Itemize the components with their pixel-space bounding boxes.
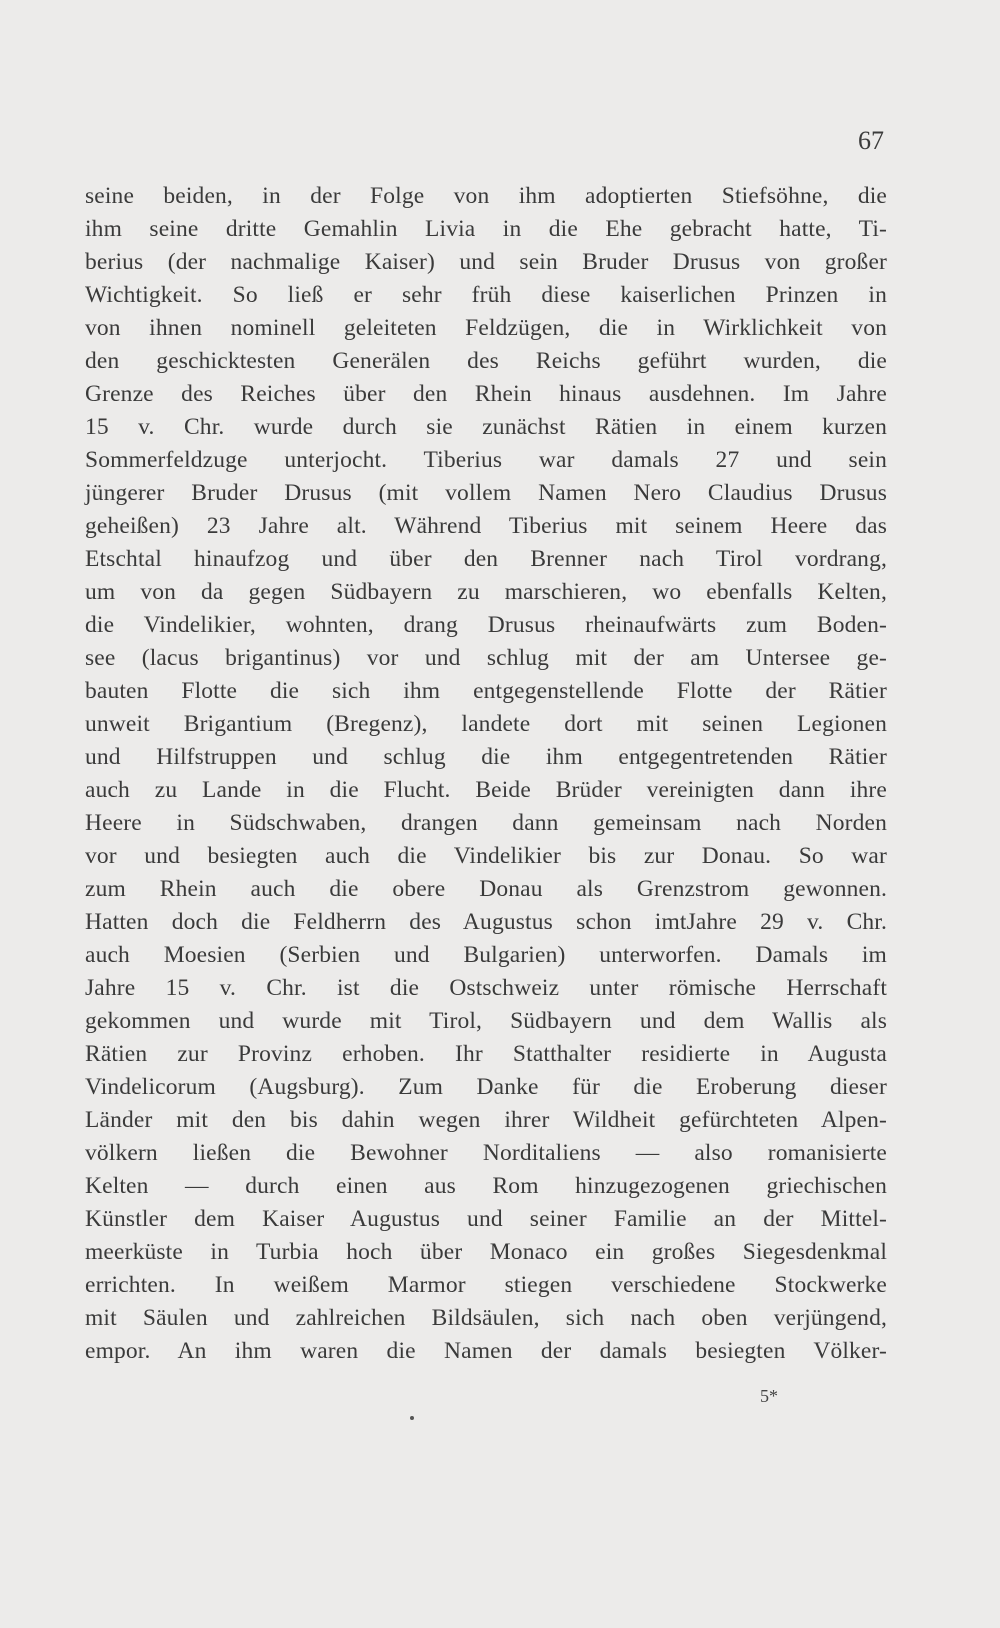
text-line: 15 v. Chr. wurde durch sie zunächst Rätien in einem kurzen [85, 414, 887, 440]
text-line: völkern ließen die Bewohner Norditaliens — also romanisierte [85, 1140, 887, 1166]
text-line: Künstler dem Kaiser Augustus und seiner Familie an der Mittel- [85, 1206, 887, 1232]
text-line: von ihnen nominell geleiteten Feldzügen, die in Wirklichkeit von [85, 315, 887, 341]
text-line: und Hilfstruppen und schlug die ihm entgegentretenden Rätier [85, 744, 887, 770]
text-line: mit Säulen und zahlreichen Bildsäulen, sich nach oben verjüngend, [85, 1305, 887, 1331]
signature-mark: 5* [760, 1386, 778, 1406]
text-line: zum Rhein auch die obere Donau als Grenzstrom gewonnen. [85, 876, 887, 902]
text-line: seine beiden, in der Folge von ihm adoptierten Stiefsöhne, die [85, 183, 887, 209]
text-line: unweit Brigantium (Bregenz), landete dort mit seinen Legionen [85, 711, 887, 737]
text-line: geheißen) 23 Jahre alt. Während Tiberius mit seinem Heere das [85, 513, 887, 539]
text-line: Grenze des Reiches über den Rhein hinaus ausdehnen. Im Jahre [85, 381, 887, 407]
text-line: Länder mit den bis dahin wegen ihrer Wildheit gefürchteten Alpen- [85, 1107, 887, 1133]
text-line: Hatten doch die Feldherrn des Augustus schon imtJahre 29 v. Chr. [85, 909, 887, 935]
text-line: vor und besiegten auch die Vindelikier bis zur Donau. So war [85, 843, 887, 869]
text-line: errichten. In weißem Marmor stiegen verschiedene Stockwerke [85, 1272, 887, 1298]
page-number: 67 [858, 126, 884, 155]
text-line: empor. An ihm waren die Namen der damals besiegten Völker- [85, 1338, 887, 1364]
body-text [85, 180, 887, 1368]
text-line: um von da gegen Südbayern zu marschieren, wo ebenfalls Kelten, [85, 579, 887, 605]
text-line: Jahre 15 v. Chr. ist die Ostschweiz unter römische Herrschaft [85, 975, 887, 1001]
paper-speck [410, 1416, 414, 1420]
text-line: Heere in Südschwaben, drangen dann gemeinsam nach Norden [85, 810, 887, 836]
text-line: ihm seine dritte Gemahlin Livia in die Ehe gebracht hatte, Ti- [85, 216, 887, 242]
text-line: auch Moesien (Serbien und Bulgarien) unterworfen. Damals im [85, 942, 887, 968]
text-line: berius (der nachmalige Kaiser) und sein Bruder Drusus von großer [85, 249, 887, 275]
text-line: Etschtal hinaufzog und über den Brenner nach Tirol vordrang, [85, 546, 887, 572]
text-line: Wichtigkeit. So ließ er sehr früh diese kaiserlichen Prinzen in [85, 282, 887, 308]
text-line: Kelten — durch einen aus Rom hinzugezogenen griechischen [85, 1173, 887, 1199]
text-line: bauten Flotte die sich ihm entgegenstellende Flotte der Rätier [85, 678, 887, 704]
text-line: den geschicktesten Generälen des Reichs geführt wurden, die [85, 348, 887, 374]
text-line: see (lacus brigantinus) vor und schlug mit der am Untersee ge- [85, 645, 887, 671]
text-line: jüngerer Bruder Drusus (mit vollem Namen Nero Claudius Drusus [85, 480, 887, 506]
text-line: Vindelicorum (Augsburg). Zum Danke für die Eroberung dieser [85, 1074, 887, 1100]
text-line: die Vindelikier, wohnten, drang Drusus rheinaufwärts zum Boden- [85, 612, 887, 638]
text-line: gekommen und wurde mit Tirol, Südbayern und dem Wallis als [85, 1008, 887, 1034]
text-line: auch zu Lande in die Flucht. Beide Brüder vereinigten dann ihre [85, 777, 887, 803]
text-line: Sommerfeldzuge unterjocht. Tiberius war damals 27 und sein [85, 447, 887, 473]
text-line: meerküste in Turbia hoch über Monaco ein großes Siegesdenkmal [85, 1239, 887, 1265]
text-line: Rätien zur Provinz erhoben. Ihr Statthalter residierte in Augusta [85, 1041, 887, 1067]
